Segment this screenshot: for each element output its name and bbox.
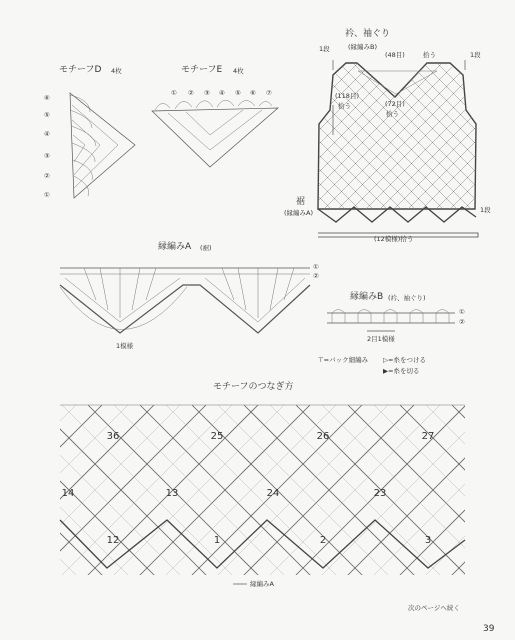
vest-step-left: 1段 [319,45,330,53]
vest-step-right: 1段 [470,51,481,59]
joining-edging-label: 縁編みA [250,580,274,588]
motif-e-chart [152,100,278,167]
motif-e-row-2: ② [188,89,194,97]
continued-note: 次のページへ続く [408,604,460,612]
legend-item-cut [383,368,419,375]
motif-e-row-3: ③ [204,89,210,97]
legend-item-back-single-label: バック細編み [329,356,369,364]
back-single-crochet-icon: ⊤= [318,356,330,364]
motif-d-chart [70,93,135,198]
motif-d-row-3: ③ [44,152,50,160]
motif-e-row-7: ⑦ [266,89,272,97]
edging-b-row-1: ① [459,308,465,316]
edging-b-row-2: ② [459,318,465,326]
vest-hem-label: 裾 [296,197,306,207]
motif-e-title: モチーフE [181,65,223,75]
legend-item-join [383,357,426,364]
edging-a-title: 縁編みA [158,242,192,252]
motif-d-row-2: ② [44,172,50,180]
motif-e-row-5: ⑤ [235,89,241,97]
cut-yarn-icon: ▶= [383,367,394,375]
edging-a-repeat: 1模様 [116,342,134,350]
motif-d-title: モチーフD [59,65,102,75]
join-yarn-icon: ▷= [383,356,394,364]
motif-d-row-1: ① [44,191,50,199]
joining-title: モチーフのつなぎ方 [213,382,294,392]
motif-number: 24 [266,488,280,499]
motif-e-count: 4枚 [233,67,244,75]
vest-step-hem: 1段 [480,206,491,214]
motif-d-count: 4枚 [111,67,122,75]
edging-a-sub: (裾) [200,244,212,252]
motif-d-row-4: ④ [44,130,50,138]
motif-number: 36 [106,431,120,442]
legend-item-join-label: 糸をつける [393,356,426,364]
joining-chart [0,400,515,584]
page-number: 39 [483,624,495,634]
vest-subtitle: (縁編みB) [348,43,378,51]
motif-number: 27 [421,431,435,442]
vest-neck-back-pickup: 拾う [423,51,436,59]
motif-d-row-5: ⑤ [44,111,50,119]
vest-hem-count: (12模様)拾う [374,235,414,243]
motif-e-row-1: ① [171,89,177,97]
vest-neck-back: (48目) [385,51,405,59]
motif-number: 14 [61,488,75,499]
motif-e-row-6: ⑥ [250,89,256,97]
motif-number: 25 [210,431,224,442]
motif-d-row-6: ⑥ [44,94,50,102]
edging-a-row-1: ① [313,263,319,271]
vest-hem-sub: (縁編みA) [284,209,314,217]
motif-number: 2 [319,535,327,546]
edging-a-chart [60,268,310,333]
vest-armhole: (118目) [335,92,359,100]
motif-number: 3 [424,535,432,546]
legend-item-cut-label: 糸を切る [393,367,420,375]
motif-number: 26 [316,431,330,442]
edging-b-chart [327,310,455,332]
vest-title: 衿、袖ぐり [345,29,391,39]
vest-neck-front-pickup: 拾う [386,110,399,118]
vest-schematic [135,55,515,237]
edging-b-sub: (衿、袖ぐり) [388,294,426,302]
edging-a-row-2: ② [313,272,319,280]
edging-b-repeat: 2目1模様 [367,335,395,343]
motif-number: 13 [165,488,179,499]
motif-e-row-4: ④ [219,89,225,97]
legend-item-back-single [318,357,368,364]
edging-b-title: 縁編みB [350,292,384,302]
motif-number: 23 [373,488,387,499]
motif-number: 12 [106,535,120,546]
motif-number: 1 [213,535,221,546]
vest-neck-front: (72目) [385,100,405,108]
vest-armhole-pickup: 拾う [338,102,351,110]
